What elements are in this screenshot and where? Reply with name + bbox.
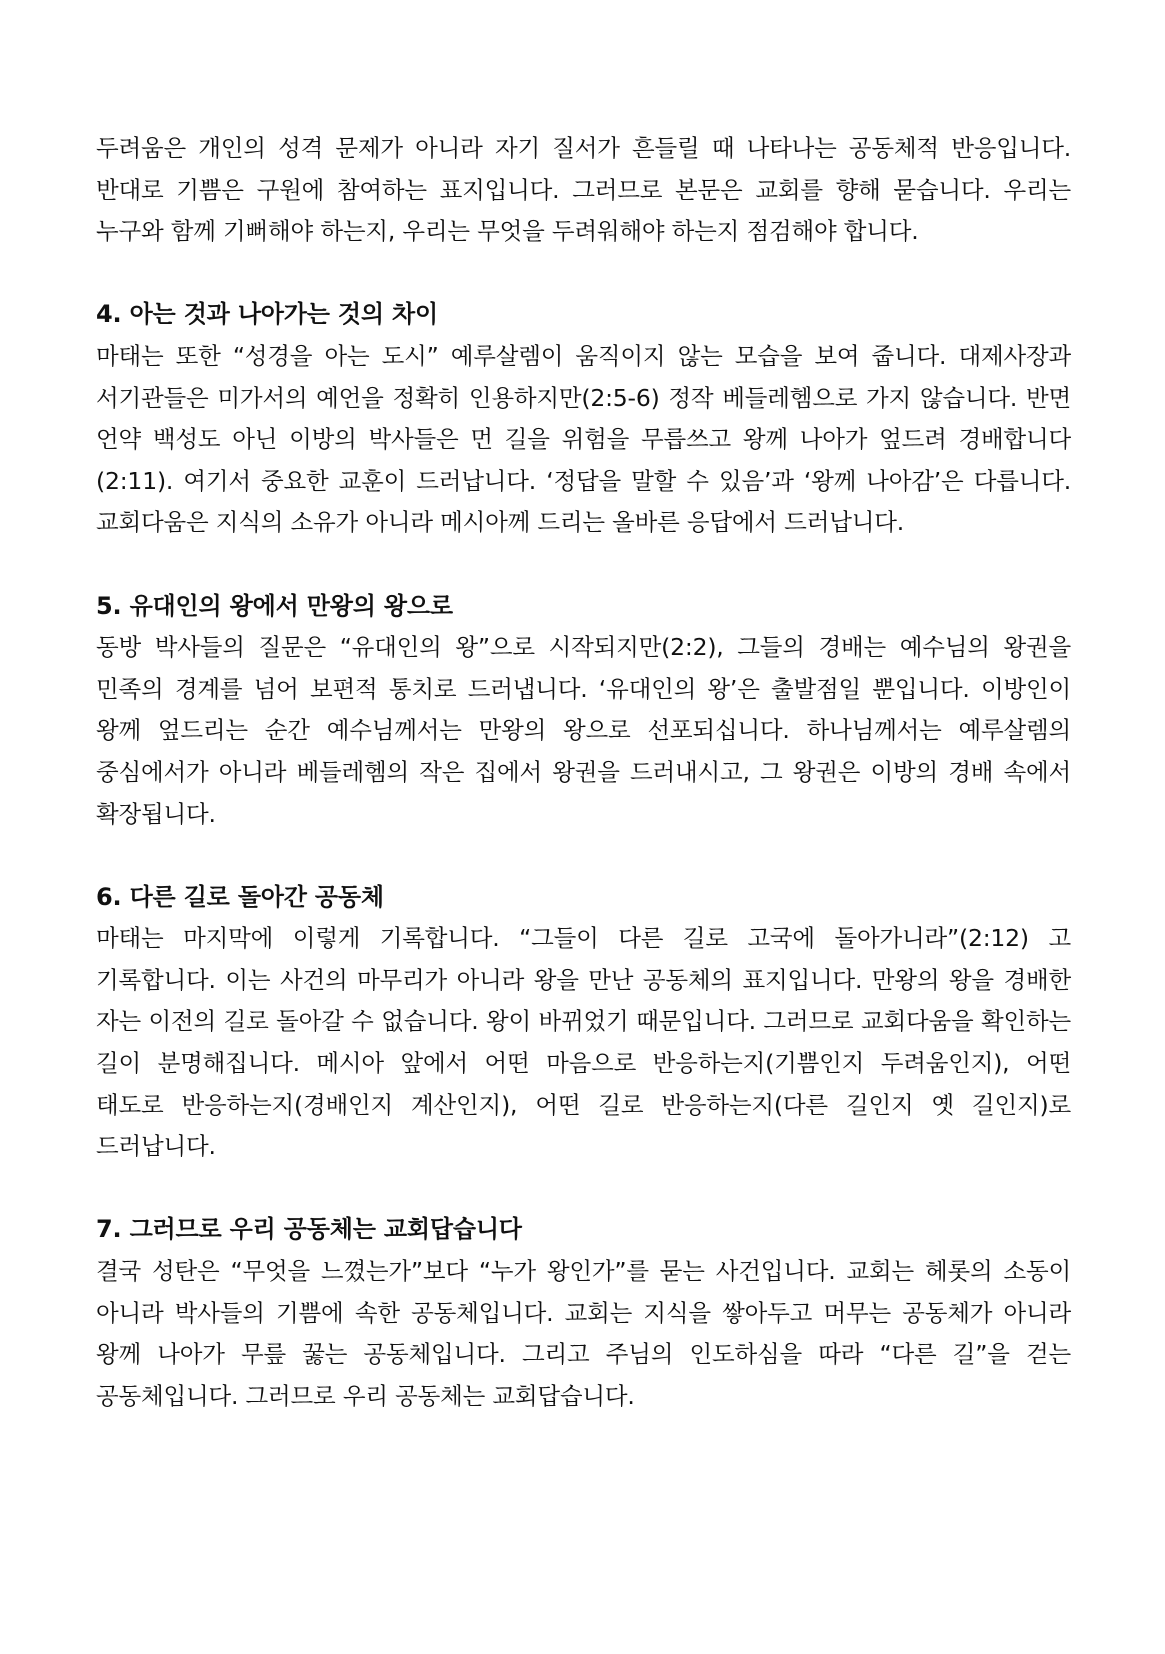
section-body: 동방 박사들의 질문은 “유대인의 왕”으로 시작되지만(2:2), 그들의 경배는 예수님의 왕권을 민족의 경계를 넘어 보편적 통치로 드러냅니다. ‘유대인의 왕’은 출발점일 뿐입니다. 이방인이 왕께 엎드리는 순간 예수님께서는 만왕의 왕으로 선포되십니다. 하나님께서는 예루살렘의 중심에서가 아니라 베들레헴의 작은 집에서 왕권을 드러내시고, 그 왕권은 이방의 경배 속에서 확장됩니다. [96,633,1071,828]
section-7 [96,1209,1071,1417]
intro-paragraph: 두려움은 개인의 성격 문제가 아니라 자기 질서가 흔들릴 때 나타나는 공동체적 반응입니다. 반대로 기쁨은 구원에 참여하는 표지입니다. 그러므로 본문은 교회를 향해 묻습니다. 우리는 누구와 함께 기뻐해야 하는지, 우리는 무엇을 두려워해야 하는지 점검해야 합니다. [96,134,1071,246]
section-heading: 7. 그러므로 우리 공동체는 교회답습니다 [96,1215,522,1244]
section-body: 마태는 마지막에 이렇게 기록합니다. “그들이 다른 길로 고국에 돌아가니라”(2:12) 고 기록합니다. 이는 사건의 마무리가 아니라 왕을 만난 공동체의 표지입니다. 만왕의 왕을 경배한 자는 이전의 길로 돌아갈 수 없습니다. 왕이 바뀌었기 때문입니다. 그러므로 교회다움을 확인하는 길이 분명해집니다. 메시아 앞에서 어떤 마음으로 반응하는지(기쁨인지 두려움인지), 어떤 태도로 반응하는지(경배인지 계산인지), 어떤 길로 반응하는지(다른 길인지 옛 길인지)로 드러납니다. [96,924,1071,1161]
section-6 [96,877,1071,1168]
section-body: 결국 성탄은 “무엇을 느꼈는가”보다 “누가 왕인가”를 묻는 사건입니다. 교회는 헤롯의 소동이 아니라 박사들의 기쁨에 속한 공동체입니다. 교회는 지식을 쌓아두고 머무는 공동체가 아니라 왕께 나아가 무릎 꿇는 공동체입니다. 그리고 주님의 인도하심을 따라 “다른 길”을 걷는 공동체입니다. 그러므로 우리 공동체는 교회답습니다. [96,1257,1071,1410]
section-5 [96,586,1071,836]
section-heading: 4. 아는 것과 나아가는 것의 차이 [96,300,439,329]
section-heading: 6. 다른 길로 돌아간 공동체 [96,882,384,911]
document-page [96,128,1071,1417]
section-4 [96,294,1071,544]
section-body: 마태는 또한 “성경을 아는 도시” 예루살렘이 움직이지 않는 모습을 보여 줍니다. 대제사장과 서기관들은 미가서의 예언을 정확히 인용하지만(2:5-6) 정작 베들레헴으로 가지 않습니다. 반면 언약 백성도 아닌 이방의 박사들은 먼 길을 위험을 무릅쓰고 왕께 나아가 엎드려 경배합니다(2:11). 여기서 중요한 교훈이 드러납니다. ‘정답을 말할 수 있음’과 ‘왕께 나아감’은 다릅니다. 교회다움은 지식의 소유가 아니라 메시아께 드리는 올바른 응답에서 드러납니다. [96,341,1071,537]
section-heading: 5. 유대인의 왕에서 만왕의 왕으로 [96,591,453,620]
